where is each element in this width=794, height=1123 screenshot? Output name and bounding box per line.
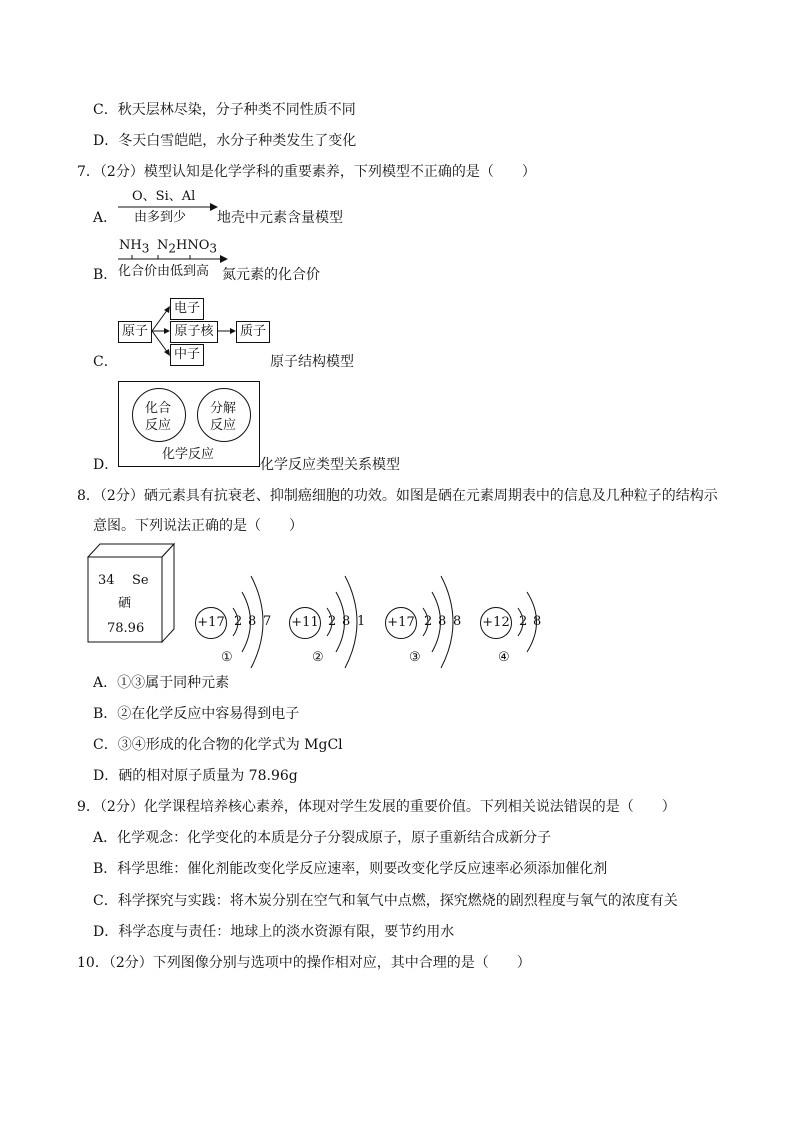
q7-c-neutron-box: 中子	[170, 344, 204, 366]
q8-option-c: C．③④形成的化合物的化学式为 MgCl	[93, 737, 343, 753]
q7-option-c-letter: C．	[93, 354, 118, 370]
q8-p2-shell2: 8	[342, 614, 351, 629]
q8-p3-label: ③	[409, 650, 421, 665]
q8-p4-shell1: 2	[519, 614, 528, 629]
q7-d-c1-line2: 反应	[145, 418, 172, 433]
q9-stem: 9．（2分）化学课程培养核心素养，体现对学生发展的重要价值。下列相关说法错误的是（ ）	[77, 799, 676, 815]
q8-p1-shell2: 8	[248, 614, 257, 629]
q6-option-d: D．冬天白雪皑皑，水分子种类发生了变化	[93, 133, 357, 149]
q8-p2-label: ②	[312, 650, 324, 665]
q7-b-species-1: $NH_3$	[119, 238, 150, 256]
q7-option-a-text: 地壳中元素含量模型	[217, 210, 343, 226]
q7-d-c2-line2: 反应	[210, 418, 237, 433]
q10-stem: 10．（2分）下列图像分别与选项中的操作相对应，其中合理的是（ ）	[77, 955, 531, 971]
q7-d-c1-line1: 化合	[145, 401, 172, 416]
q7-option-d-text: 化学反应类型关系模型	[260, 457, 400, 473]
q8-cell-mass: 78.96	[107, 621, 145, 636]
q7-c-nucleus-box: 原子核	[170, 321, 218, 343]
q9-option-c: C．科学探究与实践：将木炭分别在空气和氧气中点燃，探究燃烧的剧烈程度与氧气的浓度有关	[93, 893, 678, 909]
q9-option-b: B．科学思维：催化剂能改变化学反应速率，则要改变化学反应速率必须添加催化剂	[93, 861, 608, 877]
q8-option-b: B．②在化学反应中容易得到电子	[93, 706, 300, 722]
q8-stem-line1: 8．（2分）硒元素具有抗衰老、抑制癌细胞的功效。如图是硒在元素周期表中的信息及几种粒子的结构示	[77, 488, 718, 504]
q8-stem-line2: 意图。下列说法正确的是（ ）	[93, 518, 303, 534]
q7-option-a-letter: A．	[93, 210, 118, 226]
q8-p3-shell2: 8	[438, 614, 447, 629]
q7-c-atom-box: 原子	[118, 321, 152, 343]
q7-c-proton-box: 质子	[236, 321, 270, 343]
q7-b-below-label: 化合价由低到高	[118, 264, 210, 279]
q7-option-c-text: 原子结构模型	[270, 354, 354, 370]
q7-a-below-label: 由多到少	[134, 210, 187, 225]
q8-option-d: D．硒的相对原子质量为 78.96g	[93, 768, 298, 784]
q8-p4-shells	[510, 582, 550, 662]
q8-p1-shell1: 2	[234, 614, 243, 629]
q7-a-above-label: O、Si、Al	[132, 189, 196, 204]
q7-c-electron-box: 电子	[170, 298, 204, 320]
q8-p2-shell3: 1	[357, 614, 366, 629]
q8-p3-shell1: 2	[424, 614, 433, 629]
q8-p4-label: ④	[498, 650, 510, 665]
q9-option-d: D．科学态度与责任：地球上的淡水资源有限，要节约用水	[93, 924, 455, 940]
q7-b-species-2: $N_2$	[157, 238, 177, 256]
q7-stem: 7．（2分）模型认知是化学学科的重要素养，下列模型不正确的是（ ）	[77, 164, 536, 180]
q7-d-c2-line1: 分解	[210, 401, 237, 416]
q8-p1-shell3: 7	[263, 614, 272, 629]
q7-d-outer-label: 化学反应	[162, 447, 215, 462]
q6-option-c: C．秋天层林尽染，分子种类不同性质不同	[93, 102, 356, 118]
q8-p1-nucleus: +17	[195, 607, 227, 639]
q7-option-d-letter: D．	[93, 457, 119, 473]
q7-b-species-3: $HNO_3$	[176, 238, 218, 256]
q8-option-a: A．①③属于同种元素	[93, 675, 230, 691]
q8-p4-nucleus: +12	[480, 607, 512, 639]
q8-p3-shell3: 8	[453, 614, 462, 629]
q8-cell-symbol: Se	[132, 573, 149, 588]
q7-option-b-letter: B．	[93, 267, 118, 283]
q8-cell-name: 硒	[118, 596, 132, 611]
q8-cell-number: 34	[98, 573, 115, 588]
q9-option-a: A．化学观念：化学变化的本质是分子分裂成原子，原子重新结合成新分子	[93, 830, 552, 846]
q7-option-b-text: 氮元素的化合价	[222, 267, 320, 283]
q7-c-arrows	[150, 300, 290, 380]
q8-p1-label: ①	[221, 650, 233, 665]
q8-p4-shell2: 8	[533, 614, 542, 629]
q8-p2-shell1: 2	[328, 614, 337, 629]
q8-p3-nucleus: +17	[385, 607, 417, 639]
q8-p2-nucleus: +11	[289, 607, 321, 639]
